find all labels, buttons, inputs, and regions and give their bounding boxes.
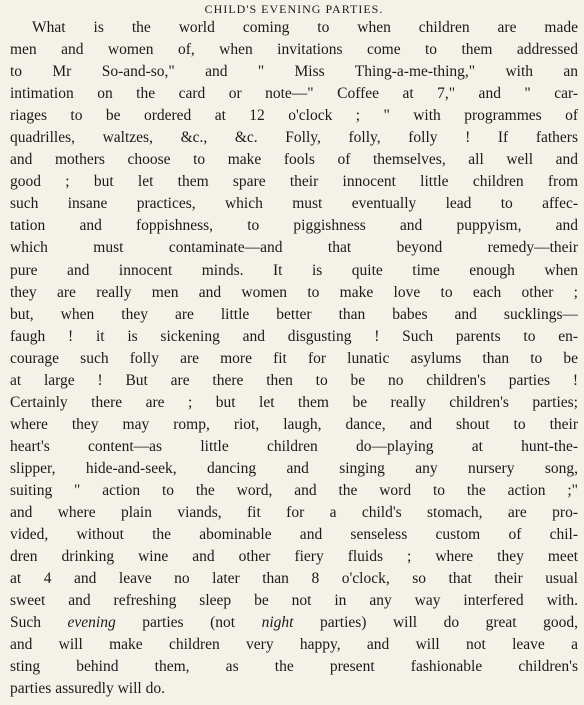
body-line <box>10 524 578 546</box>
body-line <box>10 282 578 304</box>
body-line <box>10 83 578 105</box>
line-text: at 4 and leave no later than 8 o'clock, so that their usual <box>10 570 578 588</box>
line-text: they are really men and women to make love to each other ; <box>10 283 578 301</box>
line-text: where they may romp, riot, laugh, dance, and shout to their <box>10 415 578 433</box>
body-line <box>10 215 578 237</box>
line-text: tation and foppishness, to piggishness and puppyism, and <box>10 217 578 235</box>
body-line <box>10 171 578 193</box>
line-text: parties (not <box>115 614 262 632</box>
body-line <box>10 370 578 392</box>
line-text: riages to be ordered at 12 o'clock ; " with programmes of <box>10 107 578 125</box>
body-line <box>10 568 578 590</box>
body-line <box>10 260 578 282</box>
body-line <box>10 237 578 259</box>
line-text: which must contaminate—and that beyond remedy—their <box>10 239 578 257</box>
line-text: and where plain viands, fit for a child's stomach, are pro- <box>10 504 578 522</box>
line-text: to Mr So-and-so," and " Miss Thing-a-me-thing," with an <box>10 63 578 81</box>
line-text: Such <box>10 614 68 632</box>
body-line <box>10 590 578 612</box>
body-line <box>10 39 578 61</box>
article-body <box>10 17 578 700</box>
line-text: men and women of, when invitations come to them addressed <box>10 41 578 59</box>
line-text: Certainly there are ; but let them be really children's parties; <box>10 393 578 411</box>
body-line <box>10 17 578 39</box>
body-line <box>10 656 578 678</box>
line-text: sting behind them, as the present fashionable children's <box>10 658 578 676</box>
body-line <box>10 502 578 524</box>
line-text: at large ! But are there then to be no children's parties ! <box>10 371 578 389</box>
body-line <box>10 348 578 370</box>
body-line <box>10 458 578 480</box>
line-text: parties assuredly will do. <box>10 680 165 698</box>
line-text: intimation on the card or note—" Coffee at 7," and " car- <box>10 85 578 103</box>
body-line <box>10 304 578 326</box>
line-text: but, when they are little better than babes and sucklings— <box>10 305 578 323</box>
line-text: courage such folly are more fit for lunatic asylums than to be <box>10 349 578 367</box>
line-text: pure and innocent minds. It is quite time enough when <box>10 261 578 279</box>
line-text: such insane practices, which must eventually lead to affec- <box>10 195 578 213</box>
body-line <box>10 612 578 634</box>
line-text: and mothers choose to make fools of themselves, all well and <box>10 151 578 169</box>
body-line <box>10 414 578 436</box>
line-text: faugh ! it is sickening and disgusting ! Such parents to en- <box>10 327 578 345</box>
line-text: What is the world coming to when children are made <box>32 19 578 36</box>
line-text: vided, without the abominable and senseless custom of chil- <box>10 526 578 544</box>
line-text: sweet and refreshing sleep be not in any way interfered with. <box>10 592 578 610</box>
body-line <box>10 149 578 171</box>
body-line <box>10 436 578 458</box>
article-title: CHILD'S EVENING PARTIES. <box>204 2 384 16</box>
body-line <box>10 546 578 568</box>
line-text: parties) will do great good, <box>293 614 578 632</box>
line-text: slipper, hide-and-seek, dancing and singing any nursery song, <box>10 459 578 477</box>
body-line <box>10 634 578 656</box>
body-line <box>10 105 578 127</box>
body-line <box>10 678 578 700</box>
body-line <box>10 480 578 502</box>
line-text: dren drinking wine and other fiery fluids ; where they meet <box>10 548 578 566</box>
line-text: and will make children very happy, and will not leave a <box>10 636 578 654</box>
line-text: suiting " action to the word, and the word to the action ;" <box>10 481 578 499</box>
body-line <box>10 61 578 83</box>
line-text: heart's content—as little children do—playing at hunt-the- <box>10 437 578 455</box>
line-text: good ; but let them spare their innocent little children from <box>10 173 578 191</box>
emphasis-text: evening <box>67 614 116 632</box>
line-text: quadrilles, waltzes, &c., &c. Folly, folly, folly ! If fathers <box>10 129 578 147</box>
body-line <box>10 392 578 414</box>
body-line <box>10 127 578 149</box>
emphasis-text: night <box>261 614 294 632</box>
body-line <box>10 193 578 215</box>
body-line <box>10 326 578 348</box>
